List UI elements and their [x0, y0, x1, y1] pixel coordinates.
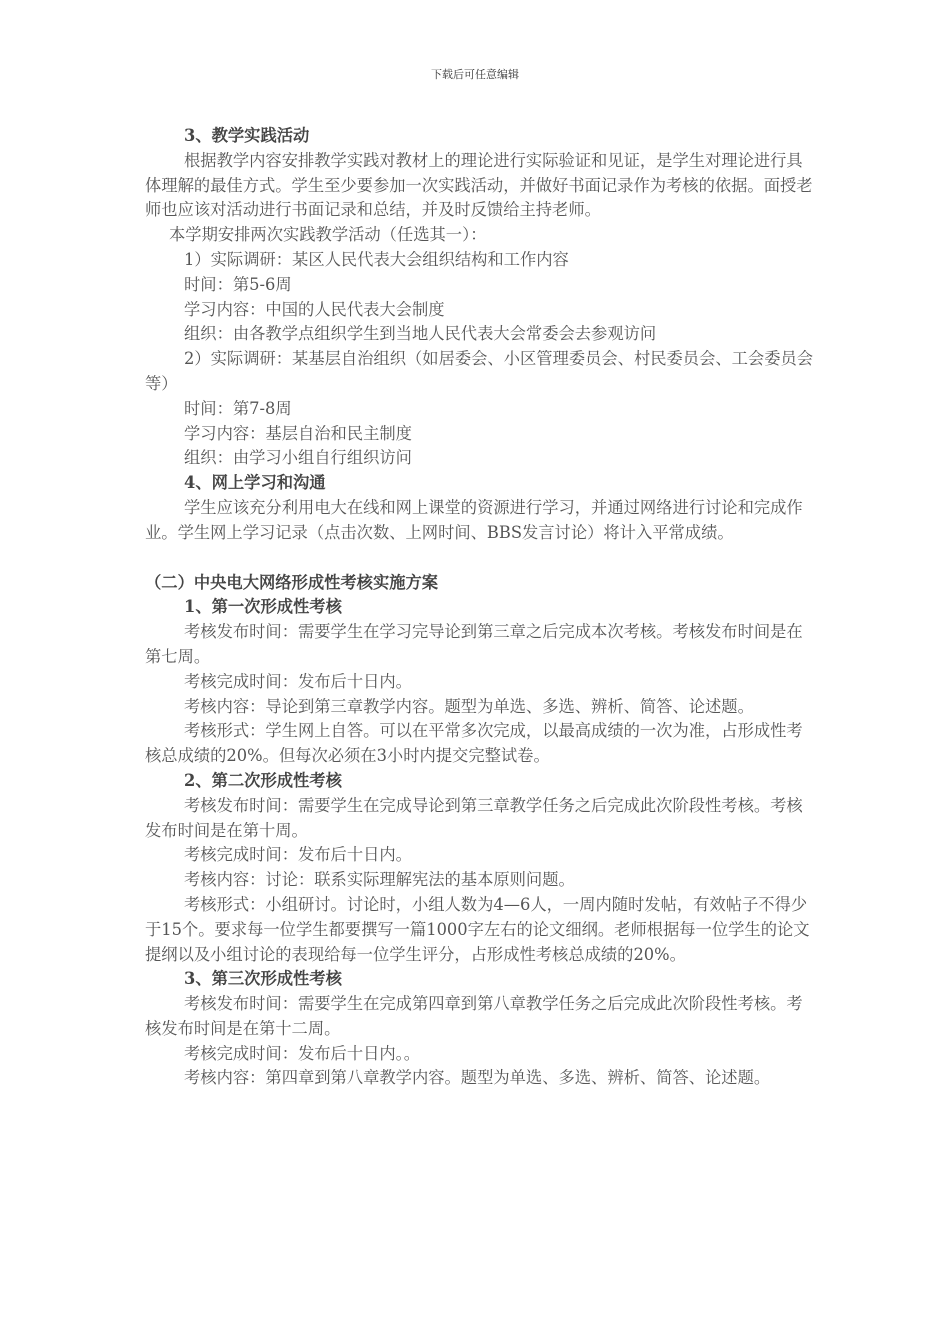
section-heading: 1、第一次形成性考核 [184, 597, 342, 617]
paragraph: 学习内容：基层自治和民主制度 [184, 423, 412, 443]
paragraph: 2）实际调研：某基层自治组织（如居委会、小区管理委员会、村民委员会、工会委员会等） [145, 349, 814, 393]
section-heading: 2、第二次形成性考核 [184, 770, 342, 790]
paragraph: 考核完成时间：发布后十日内。 [184, 671, 412, 691]
paragraph: 考核形式：学生网上自答。可以在平常多次完成，以最高成绩的一次为准，占形成性考核总成绩的20%。但每次必须在3小时内提交完整试卷。 [145, 721, 803, 766]
paragraph: 考核发布时间：需要学生在完成第四章到第八章教学任务之后完成此次阶段性考核。考核发布时间是在第十二周。 [145, 994, 803, 1038]
paragraph: 根据教学内容安排教学实践对教材上的理论进行实际验证和见证，是学生对理论进行具体理解的最佳方式。学生至少要参加一次实践活动，并做好书面记录作为考核的依据。面授老师也应该对活动进行书面记录和总结，并及时反馈给主持老师。 [145, 150, 813, 220]
paragraph: 1）实际调研：某区人民代表大会组织结构和工作内容 [184, 249, 569, 269]
paragraph: 考核内容：讨论：联系实际理解宪法的基本原则问题。 [184, 870, 575, 890]
paragraph: 考核完成时间：发布后十日内。 [184, 845, 412, 865]
paragraph: 学习内容：中国的人民代表大会制度 [184, 299, 445, 319]
page-header: 下载后可任意编辑 [431, 68, 519, 81]
section-heading: 3、第三次形成性考核 [184, 969, 342, 989]
paragraph: 学生应该充分利用电大在线和网上课堂的资源进行学习，并通过网络进行讨论和完成作业。学生网上学习记录（点击次数、上网时间、BBS发言讨论）将计入平常成绩。 [145, 497, 803, 542]
paragraph: 考核发布时间：需要学生在学习完导论到第三章之后完成本次考核。考核发布时间是在第七周。 [145, 622, 803, 666]
paragraph: 时间：第5-6周 [184, 274, 292, 294]
paragraph: 时间：第7-8周 [184, 398, 292, 418]
paragraph: 本学期安排两次实践教学活动（任选其一）： [169, 225, 487, 245]
paragraph: 组织：由各教学点组织学生到当地人民代表大会常委会去参观访问 [184, 324, 657, 344]
paragraph: 考核内容：第四章到第八章教学内容。题型为单选、多选、辨析、简答、论述题。 [184, 1068, 771, 1088]
document-body [145, 124, 815, 1091]
paragraph: 考核内容：导论到第三章教学内容。题型为单选、多选、辨析、简答、论述题。 [184, 696, 754, 716]
paragraph: 考核完成时间：发布后十日内。。 [184, 1043, 421, 1063]
section-heading: 3、教学实践活动 [184, 126, 310, 145]
paragraph: 考核发布时间：需要学生在完成导论到第三章教学任务之后完成此次阶段性考核。考核发布时间是在第十周。 [145, 795, 803, 840]
section-heading: 4、网上学习和沟通 [184, 473, 326, 493]
paragraph: 组织：由学习小组自行组织访问 [184, 448, 412, 468]
paragraph: 考核形式：小组研讨。讨论时，小组人数为4—6人，一周内随时发帖，有效帖子不得少于15个。要求每一位学生都要撰写一篇1000字左右的论文细纲。老师根据每一位学生的论文提纲以及小组讨论的表现给每一位学生评分，占形成性考核总成绩的20%。 [145, 894, 810, 964]
chapter-heading: （二）中央电大网络形成性考核实施方案 [145, 572, 439, 592]
